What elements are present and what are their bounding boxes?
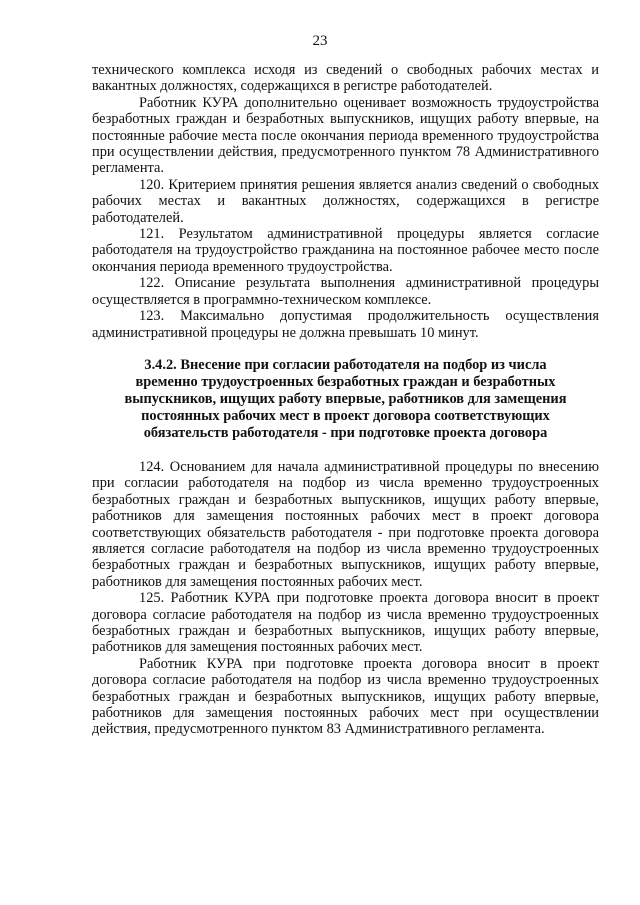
page-number: 23 <box>312 33 328 49</box>
paragraph-kura-assessment: Работник КУРА дополнительно оценивает возможность трудоустройства безработных граждан и безработных выпускников, ищущих работу впервые, на постоянные рабочие места после окончания периода временного трудоустройства при осуществлении действия, предусмотренного пунктом 78 Административного регламента. <box>92 94 599 177</box>
paragraph-kura-action-83: Работник КУРА при подготовке проекта договора вносит в проект договора согласие работодателя на подбор из числа временно трудоустроенных безработных граждан и безработных выпускников, ищущих работу впервые, работников для замещения постоянных рабочих мест при осуществлении действия, предусмотренного пунктом 83 Административного регламента. <box>92 655 599 738</box>
heading-line: обязательств работодателя - при подготовке проекта договора <box>143 424 548 441</box>
paragraph-123: 123. Максимально допустимая продолжительность осуществления административной процедуры не должна превышать 10 минут. <box>92 308 599 341</box>
heading-line: 3.4.2. Внесение при согласии работодателя на подбор из числа <box>144 356 547 373</box>
paragraph-121: 121. Результатом административной процедуры является согласие работодателя на трудоустройство гражданина на постоянное рабочее место после окончания периода временного трудоустройства. <box>92 226 599 275</box>
paragraph-122: 122. Описание результата выполнения административной процедуры осуществляется в программно-техническом комплексе. <box>92 275 599 308</box>
heading-line: постоянных рабочих мест в проект договора соответствующих <box>141 407 550 424</box>
heading-line: выпускников, ищущих работу впервые, работников для замещения <box>124 390 567 407</box>
section-heading-3-4-2 <box>92 357 599 442</box>
paragraph-120: 120. Критерием принятия решения является анализ сведений о свободных рабочих местах и вакантных должностях, содержащихся в регистре работодателей. <box>92 176 599 226</box>
paragraph-125: 125. Работник КУРА при подготовке проекта договора вносит в проект договора согласие работодателя на подбор из числа временно трудоустроенных безработных граждан и безработных выпускников, ищущих работу впервые, работников для замещения постоянных рабочих мест. <box>92 590 599 656</box>
heading-line: временно трудоустроенных безработных граждан и безработных <box>135 373 556 390</box>
paragraph-124: 124. Основанием для начала административной процедуры по внесению при согласии работодателя на подбор из числа временно трудоустроенных безработных граждан и безработных выпускников, ищущих работу впервые, работников для замещения постоянных рабочих мест в проект договора соответствующих обязательств работодателя - при подготовке проекта договора является согласие работодателя на подбор из числа временно трудоустроенных безработных граждан и безработных выпускников, ищущих работу впервые, работников для замещения постоянных рабочих мест. <box>92 458 599 590</box>
document-body <box>92 62 599 738</box>
paragraph-continuation: технического комплекса исходя из сведений о свободных рабочих местах и вакантных должностях, содержащихся в регистре работодателей. <box>92 62 599 95</box>
